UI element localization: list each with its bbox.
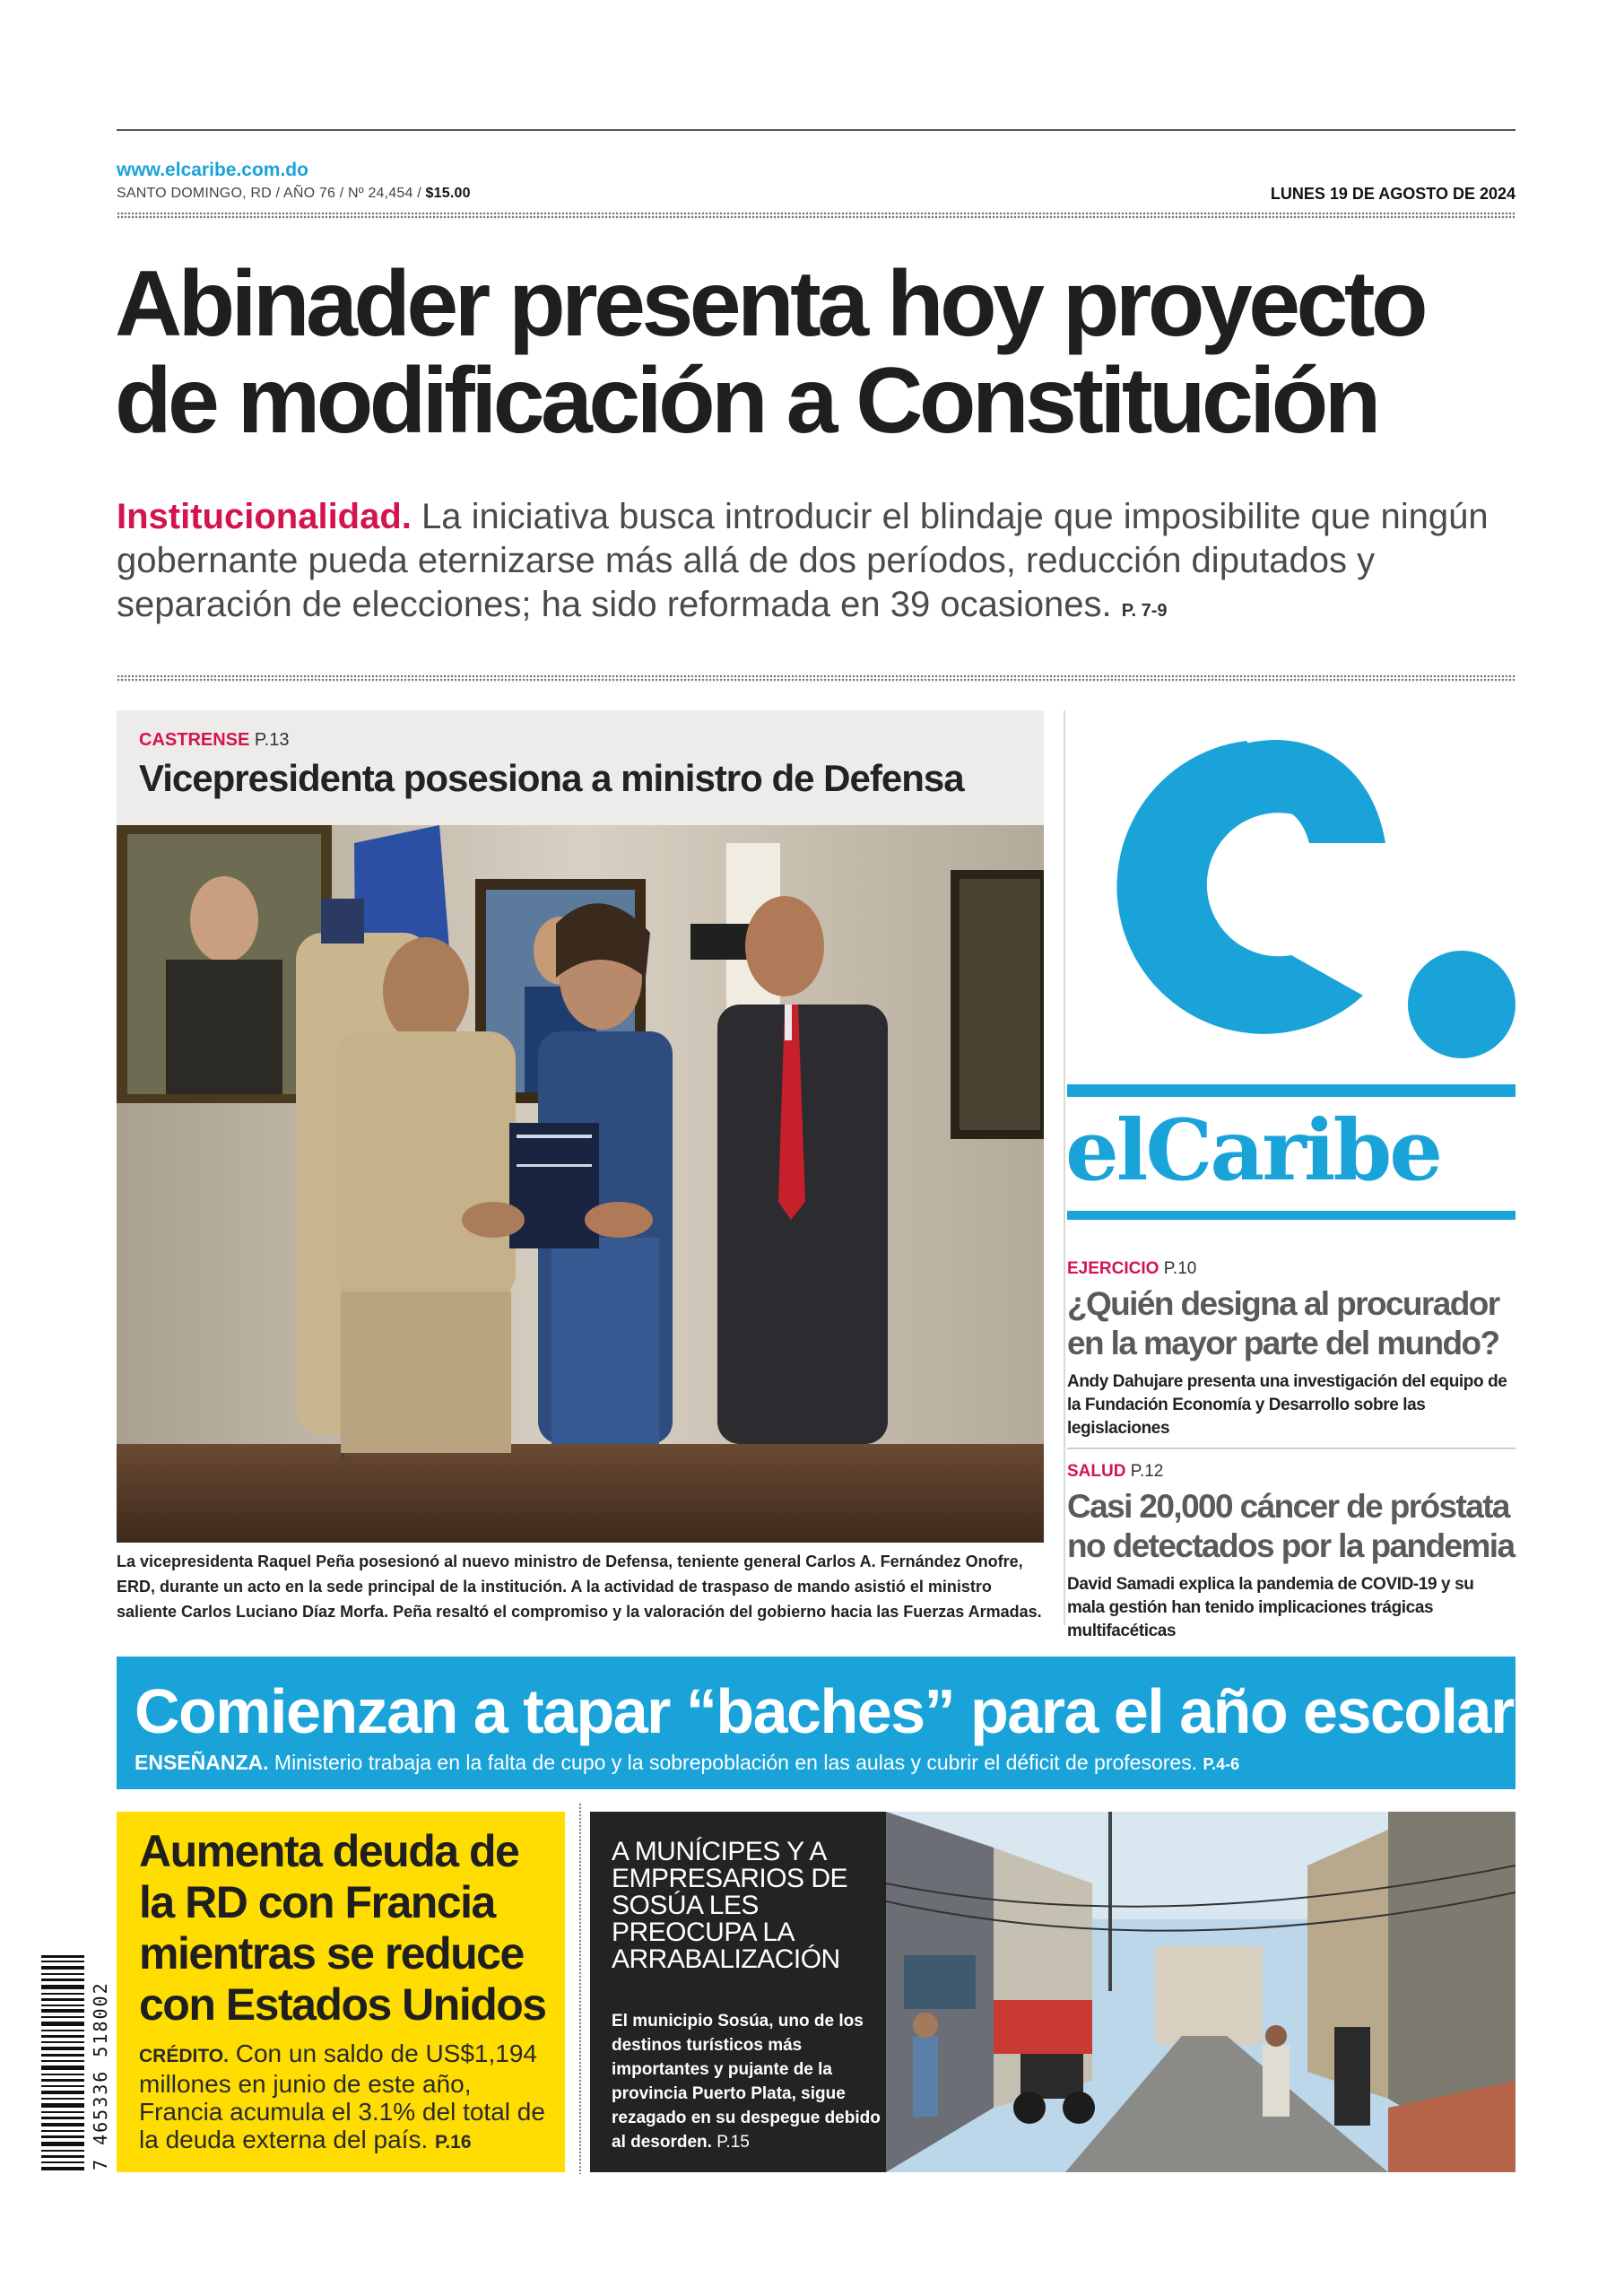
credito-kicker: CRÉDITO. bbox=[139, 2046, 229, 2066]
sosua-title: A MUNÍCIPES Y A EMPRESARIOS DE SOSÚA LES PREOCUPA LA ARRABALIZACIÓN bbox=[612, 1837, 848, 1974]
brief-divider bbox=[1067, 1448, 1515, 1449]
castrense-kicker bbox=[139, 730, 290, 751]
brief-section: EJERCICIO bbox=[1067, 1259, 1159, 1278]
credito-deck bbox=[139, 2039, 551, 2156]
lead-kicker: Institucionalidad. bbox=[117, 497, 412, 536]
credito-text: Con un saldo de US$1,194 millones en junio de este año, Francia acumula el 3.1% del total de la deuda externa del país. bbox=[139, 2039, 545, 2153]
sosua-text: El municipio Sosúa, uno de los destinos turísticos más importantes y pujante de la provincia Puerto Plata, sigue rezagado en su despegue debido al desorden. bbox=[612, 2012, 881, 2152]
brief-title: ¿Quién designa al procurador en la mayor parte del mundo? bbox=[1067, 1285, 1499, 1361]
elcaribe-logo-mark bbox=[1067, 709, 1515, 1121]
ceremony-photo bbox=[117, 825, 1044, 1543]
lead-headline-line1: Abinader presenta hoy proyecto bbox=[115, 252, 1425, 356]
brief-kicker bbox=[1067, 1259, 1515, 1279]
elcaribe-logo-wordmark[interactable]: elCaribe bbox=[1065, 1101, 1441, 1200]
banner-text: Ministerio trabaja en la falta de cupo y la sobrepoblación en las aulas y cubrir el déficit de profesores. bbox=[268, 1751, 1198, 1774]
sosua-street-photo bbox=[886, 1812, 1515, 2172]
ceremony-illustration bbox=[117, 825, 1044, 1543]
credito-page-ref: P.16 bbox=[435, 2132, 472, 2152]
brief-summary: David Samadi explica la pandemia de COVID-19 y su mala gestión han tenido implicaciones trágicas multifacéticas bbox=[1067, 1575, 1474, 1640]
credito-title: Aumenta deuda de la RD con Francia mientras se reduce con Estados Unidos bbox=[139, 1826, 546, 2030]
banner-kicker: ENSEÑANZA. bbox=[135, 1751, 269, 1774]
barcode bbox=[41, 1955, 84, 2170]
logo-rule bbox=[1067, 1084, 1515, 1097]
logo-rule-lower bbox=[1067, 1211, 1515, 1220]
castrense-page: P.13 bbox=[254, 730, 290, 750]
vertical-dotted-divider bbox=[578, 1803, 582, 2174]
dotted-divider bbox=[117, 674, 1515, 683]
brief-kicker bbox=[1067, 1462, 1515, 1482]
lead-deck bbox=[117, 495, 1515, 633]
castrense-section: CASTRENSE bbox=[139, 730, 250, 750]
lead-deck-text: La iniciativa busca introducir el blindaje que imposibilite que ningún gobernante pueda eternizarse más allá de dos períodos, reducción diputados y separación de elecciones; ha sido reformada en 39 ocasiones. bbox=[117, 497, 1489, 624]
sosua-page-ref: P.15 bbox=[716, 2133, 750, 2152]
brief-section: SALUD bbox=[1067, 1462, 1126, 1481]
brief-title: Casi 20,000 cáncer de próstata no detectados por la pandemia bbox=[1067, 1488, 1515, 1564]
price: $15.00 bbox=[425, 186, 471, 201]
lead-headline[interactable] bbox=[115, 252, 1532, 453]
street-illustration bbox=[886, 1812, 1515, 2172]
website-url[interactable]: www.elcaribe.com.do bbox=[117, 160, 308, 180]
brief-page: P.12 bbox=[1130, 1462, 1164, 1481]
banner-deck bbox=[135, 1751, 1239, 1775]
issue-info bbox=[117, 186, 471, 202]
lead-headline-line2: de modificación a Constitución bbox=[115, 349, 1377, 453]
castrense-title[interactable]: Vicepresidenta posesiona a ministro de Defensa bbox=[139, 757, 964, 799]
photo-caption: La vicepresidenta Raquel Peña posesionó al nuevo ministro de Defensa, teniente general Carlos A. Fernández Onofre, ERD, durante un acto en la sede principal de la institución. A la actividad de traspaso de mando asistió el ministro saliente Carlos Luciano Díaz Morfa. Peña resaltó el compromiso y la valoración del gobierno hacia las Fuerzas Armadas. bbox=[117, 1552, 1042, 1621]
issue-date: LUNES 19 DE AGOSTO DE 2024 bbox=[1270, 185, 1515, 203]
barcode-number: 7 465336 518002 bbox=[90, 1981, 111, 2170]
brief-salud[interactable] bbox=[1067, 1462, 1515, 1643]
banner-page-ref: P.4-6 bbox=[1203, 1755, 1240, 1773]
brief-summary: Andy Dahujare presenta una investigación del equipo de la Fundación Economía y Desarrollo sobre las legislaciones bbox=[1067, 1372, 1507, 1438]
issue-details: SANTO DOMINGO, RD / AÑO 76 / Nº 24,454 / bbox=[117, 186, 421, 201]
brief-page: P.10 bbox=[1163, 1259, 1197, 1278]
top-rule bbox=[117, 129, 1515, 131]
lead-page-ref: P. 7-9 bbox=[1121, 601, 1168, 621]
dotted-divider bbox=[117, 212, 1515, 220]
banner-title: Comienzan a tapar “baches” para el año escolar bbox=[135, 1676, 1514, 1746]
sosua-deck bbox=[612, 2009, 881, 2154]
brief-ejercicio[interactable] bbox=[1067, 1259, 1515, 1440]
